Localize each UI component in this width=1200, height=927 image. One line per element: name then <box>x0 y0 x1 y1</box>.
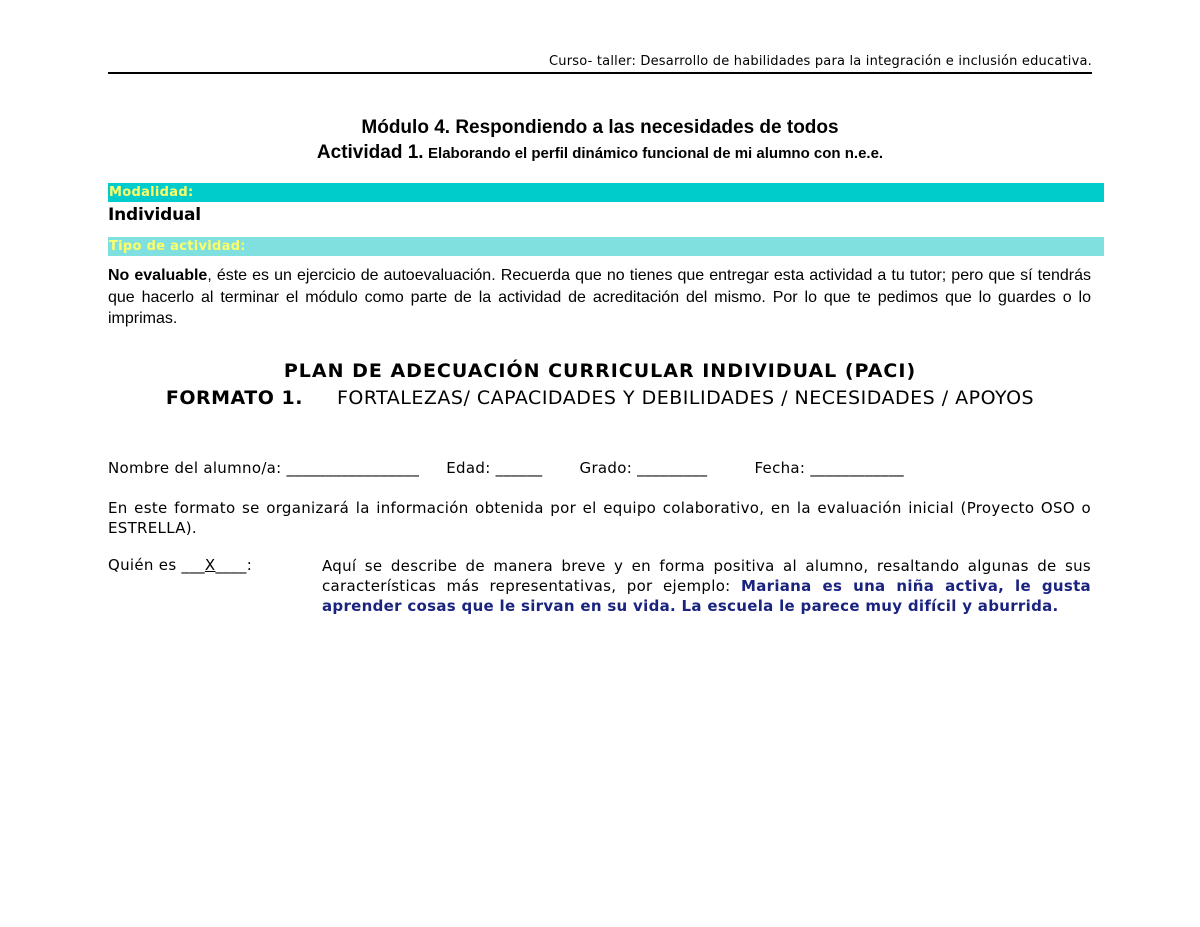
edad-field[interactable]: ______ <box>495 459 543 477</box>
nombre-field[interactable]: _________________ <box>286 459 420 477</box>
course-header: Curso- taller: Desarrollo de habilidades para la integración e inclusión educativa. <box>549 54 1092 69</box>
tipo-actividad-bar: Tipo de actividad: <box>108 237 1104 256</box>
activity-label: Actividad 1. <box>316 142 424 163</box>
nombre-label: Nombre del alumno/a: <box>108 459 282 477</box>
quien-prefix: Quién es <box>108 556 177 574</box>
quien-blank-before: ___ <box>181 556 205 574</box>
modalidad-bar: Modalidad: <box>108 183 1104 202</box>
modalidad-value: Individual <box>108 205 201 225</box>
example-text: Mariana es una niña activa, le gusta aprender cosas que le sirvan en su vida. La escuela le parece muy difícil y aburrida. <box>322 577 1091 615</box>
quien-value[interactable]: X <box>204 556 216 574</box>
edad-label: Edad: <box>446 459 491 477</box>
quien-es-label <box>108 556 252 574</box>
quien-colon: : <box>246 556 253 574</box>
formato-label: FORMATO 1. <box>165 387 303 409</box>
header-divider <box>108 72 1092 74</box>
activity-title <box>108 142 1092 164</box>
no-evaluable-label: No evaluable <box>108 267 208 284</box>
grado-label: Grado: <box>579 459 633 477</box>
formato-heading <box>108 385 1092 411</box>
formato-text: FORTALEZAS/ CAPACIDADES Y DEBILIDADES / NECESIDADES / APOYOS <box>336 387 1035 409</box>
student-fields <box>108 459 904 477</box>
paci-title: PLAN DE ADECUACIÓN CURRICULAR INDIVIDUAL (PACI) <box>283 360 917 382</box>
grado-field[interactable]: _________ <box>637 459 708 477</box>
tipo-actividad-description <box>108 265 1091 330</box>
activity-text: Elaborando el perfil dinámico funcional de mi alumno con n.e.e. <box>428 145 884 162</box>
quien-blank-after: ____ <box>215 556 247 574</box>
quien-description-text: Aquí se describe de manera breve y en forma positiva al alumno, resaltando algunas de sus características más representativas, por ejemplo: <box>322 557 1091 595</box>
intro-paragraph: En este formato se organizará la información obtenida por el equipo colaborativo, en la evaluación inicial (Proyecto OSO o ESTRELLA). <box>108 499 1091 537</box>
fecha-field[interactable]: ____________ <box>810 459 904 477</box>
module-title: Módulo 4. Respondiendo a las necesidades de todos <box>361 117 839 138</box>
quien-description <box>322 556 1091 616</box>
fecha-label: Fecha: <box>754 459 806 477</box>
tipo-actividad-text: , éste es un ejercicio de autoevaluación. Recuerda que no tienes que entregar esta actividad a tu tutor; pero que sí tendrás que hacerlo al terminar el módulo como parte de la actividad de acreditación del mismo. Por lo que te pedimos que lo guardes o lo imprimas. <box>108 267 1092 327</box>
